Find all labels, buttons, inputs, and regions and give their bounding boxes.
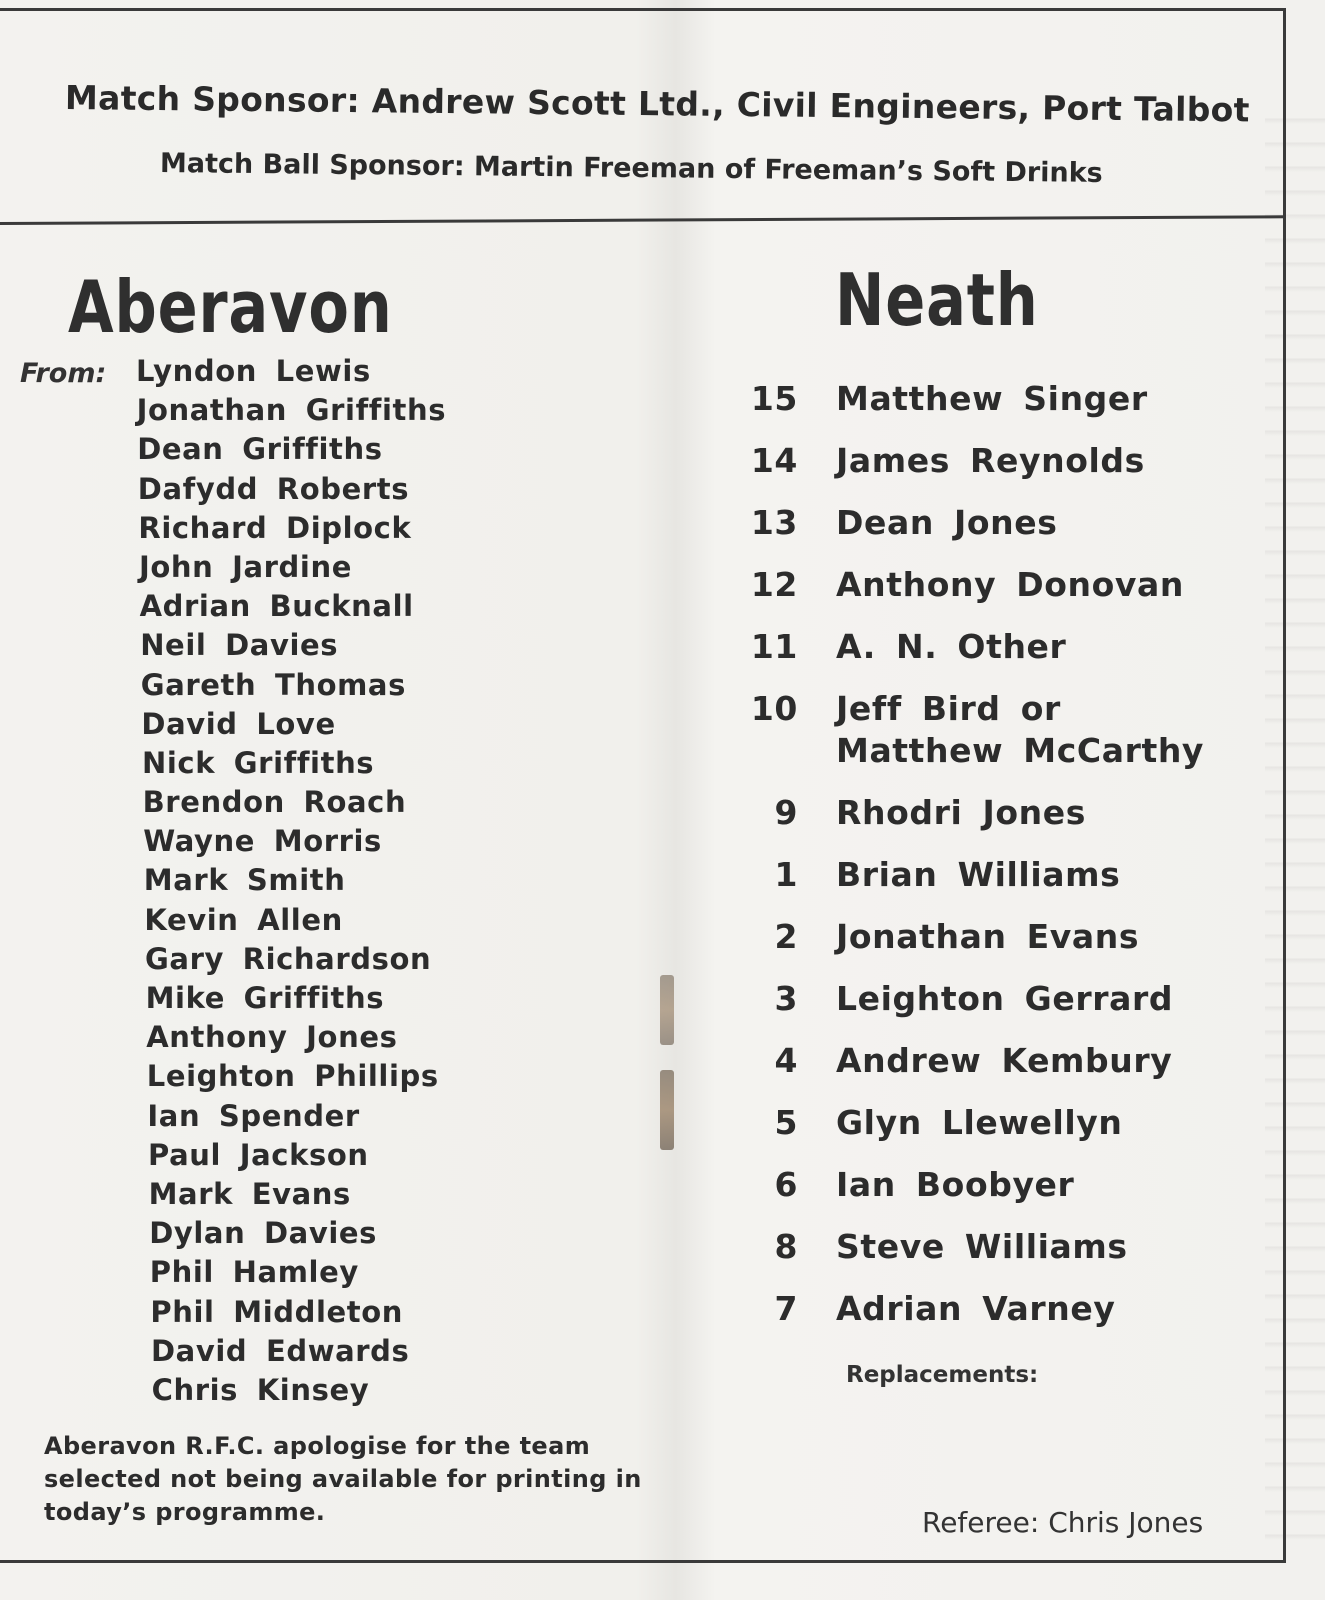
staple-mark xyxy=(660,1070,674,1150)
squad-player: David Love xyxy=(141,706,336,741)
squad-player: Leighton Phillips xyxy=(146,1059,439,1094)
player-name: Steve Williams xyxy=(836,1227,1128,1266)
player-number: 15 xyxy=(750,379,798,418)
player-name: Adrian Varney xyxy=(836,1289,1116,1328)
from-label: From: xyxy=(20,358,107,389)
referee: Referee: Chris Jones xyxy=(922,1506,1204,1539)
squad-player: Paul Jackson xyxy=(148,1137,369,1172)
squad-player: Dafydd Roberts xyxy=(137,471,410,506)
lineup-row xyxy=(740,626,1280,668)
squad-player: Dean Griffiths xyxy=(137,432,383,467)
lineup-row xyxy=(740,854,1280,896)
player-name: Jonathan Evans xyxy=(836,917,1140,956)
squad-player: Nick Griffiths xyxy=(142,745,375,780)
player-number: 7 xyxy=(774,1289,798,1328)
player-number: 8 xyxy=(774,1227,798,1266)
player-name: Jeff Bird or Matthew McCarthy xyxy=(836,689,1205,770)
staple-mark xyxy=(660,975,674,1045)
player-name: Dean Jones xyxy=(836,503,1058,542)
lineup-row xyxy=(740,916,1280,958)
squad-player: Ian Spender xyxy=(147,1098,360,1133)
player-number: 11 xyxy=(750,627,798,666)
squad-player: Richard Diplock xyxy=(138,510,412,545)
player-number: 5 xyxy=(774,1103,798,1142)
player-name: Ian Boobyer xyxy=(836,1165,1075,1204)
away-team-name: Neath xyxy=(835,258,1039,342)
player-number: 6 xyxy=(774,1165,798,1204)
replacements-label: Replacements: xyxy=(846,1362,1039,1388)
player-name: Andrew Kembury xyxy=(836,1041,1173,1080)
player-number: 4 xyxy=(774,1041,798,1080)
lineup-row xyxy=(740,564,1280,606)
player-name: Leighton Gerrard xyxy=(836,979,1174,1018)
squad-player: Phil Hamley xyxy=(149,1255,359,1290)
squad-player: Gary Richardson xyxy=(145,941,432,976)
lineup-row xyxy=(740,1288,1280,1330)
lineup-row xyxy=(740,1226,1280,1268)
player-number: 14 xyxy=(750,441,798,480)
match-ball-sponsor: Match Ball Sponsor: Martin Freeman of Freeman’s Soft Drinks xyxy=(159,148,1103,189)
lineup-row xyxy=(740,440,1280,482)
player-number: 12 xyxy=(750,565,798,604)
squad-player: Jonathan Griffiths xyxy=(136,393,447,428)
header-divider xyxy=(0,215,1286,225)
player-number: 1 xyxy=(774,855,798,894)
squad-player: Adrian Bucknall xyxy=(139,589,414,624)
player-number: 3 xyxy=(774,979,798,1018)
frame-right xyxy=(1283,8,1286,1563)
squad-player: Phil Middleton xyxy=(150,1294,404,1329)
squad-player: Wayne Morris xyxy=(143,824,382,859)
player-name: Brian Williams xyxy=(836,855,1121,894)
lineup-row xyxy=(740,688,1280,772)
squad-player: Dylan Davies xyxy=(149,1216,378,1251)
away-lineup xyxy=(740,378,1280,1350)
squad-player: Mark Evans xyxy=(148,1176,351,1211)
squad-player: John Jardine xyxy=(139,549,352,584)
frame-bottom xyxy=(0,1560,1286,1563)
player-name: Matthew Singer xyxy=(836,379,1148,418)
squad-player: David Edwards xyxy=(151,1333,410,1368)
player-name: James Reynolds xyxy=(836,441,1145,480)
lineup-row xyxy=(740,978,1280,1020)
lineup-row xyxy=(740,1164,1280,1206)
lineup-row xyxy=(740,1040,1280,1082)
player-name: Rhodri Jones xyxy=(836,793,1086,832)
player-number: 10 xyxy=(750,689,798,728)
player-number: 2 xyxy=(774,917,798,956)
squad-player: Chris Kinsey xyxy=(151,1372,370,1407)
frame-top xyxy=(0,8,1286,11)
lineup-row xyxy=(740,1102,1280,1144)
lineup-row xyxy=(740,502,1280,544)
match-sponsor: Match Sponsor: Andrew Scott Ltd., Civil Engineers, Port Talbot xyxy=(64,78,1250,130)
lineup-row xyxy=(740,378,1280,420)
lineup-row xyxy=(740,792,1280,834)
squad-player: Anthony Jones xyxy=(146,1020,398,1055)
squad-player: Kevin Allen xyxy=(144,902,343,937)
squad-player: Brendon Roach xyxy=(142,785,407,820)
home-team-name: Aberavon xyxy=(68,265,393,349)
apology-note: Aberavon R.F.C. apologise for the team selected not being available for printing in today’s programme. xyxy=(44,1432,642,1526)
home-squad-list xyxy=(136,352,446,1410)
squad-player: Lyndon Lewis xyxy=(136,354,371,388)
squad-player: Mike Griffiths xyxy=(145,981,385,1015)
squad-player: Neil Davies xyxy=(140,628,339,663)
player-number: 13 xyxy=(750,503,798,542)
player-name: Glyn Llewellyn xyxy=(836,1103,1123,1142)
player-number: 9 xyxy=(774,793,798,832)
player-name: A. N. Other xyxy=(836,627,1067,666)
squad-player: Gareth Thomas xyxy=(140,667,406,702)
squad-player: Mark Smith xyxy=(143,863,346,898)
player-name: Anthony Donovan xyxy=(836,565,1184,604)
